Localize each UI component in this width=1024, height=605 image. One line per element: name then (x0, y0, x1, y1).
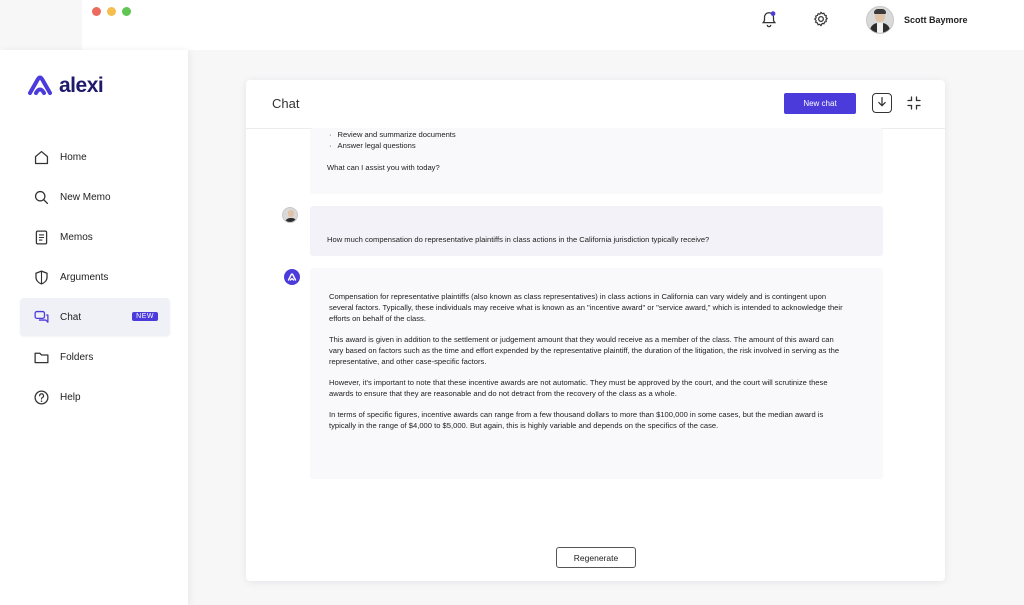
alexi-logo[interactable] (27, 74, 103, 98)
chat-icon (33, 309, 50, 326)
user-avatar (866, 6, 894, 34)
alexi-logo-icon (27, 75, 57, 97)
minimize-window-button[interactable] (107, 7, 116, 16)
logo-text: alexi (59, 74, 104, 97)
new-badge: NEW (132, 312, 158, 321)
search-icon (33, 189, 50, 206)
intro-question: What can I assist you with today? (327, 163, 440, 172)
bot-message-answer (310, 268, 883, 479)
sidebar-item-label: Home (60, 151, 87, 163)
new-chat-button[interactable]: New chat (784, 93, 856, 114)
shield-icon (33, 269, 50, 286)
window-controls (92, 7, 131, 16)
sidebar-item-label: Arguments (60, 271, 109, 283)
user-message (310, 206, 883, 256)
close-window-button[interactable] (92, 7, 101, 16)
sidebar-item-label: Help (60, 391, 81, 403)
sidebar-item-chat[interactable] (20, 298, 170, 336)
sidebar-item-new-memo[interactable] (20, 178, 170, 216)
sidebar-item-label: Memos (60, 231, 93, 243)
answer-paragraph: This award is given in addition to the settlement or judgement amount that they would receive as a member of the class. The amount of this award can vary based on factors such as the time and effort expended by the representative plaintiff, the duration of the litigation, the risk involved in serving as the representative, and other case-specific factors. (329, 335, 840, 366)
bot-message-intro (310, 128, 883, 194)
capability-list (327, 128, 883, 151)
settings-gear-icon[interactable] (812, 10, 830, 28)
sidebar-item-folders[interactable] (20, 338, 170, 376)
sidebar-item-label: New Memo (60, 191, 111, 203)
user-menu[interactable] (866, 6, 968, 34)
collapse-icon[interactable] (906, 95, 922, 111)
folder-icon (33, 349, 50, 366)
sidebar-item-memos[interactable] (20, 218, 170, 256)
answer-paragraph: In terms of specific figures, incentive awards can range from a few thousand dollars to more than $100,000 in some cases, but the median award is typically in the range of $4,000 to $5,000. But again, this is highly variable and depends on the specifics of the case. (329, 410, 824, 430)
answer-paragraph: Compensation for representative plaintiffs (also known as class representatives) in class actions in California can vary widely and is contingent upon several factors. Typically, these individuals may receive what is known as an "incentive award" or "service award," which is intended to acknowledge their efforts on behalf of the class. (329, 292, 843, 323)
help-icon (33, 389, 50, 406)
user-message-avatar (282, 207, 298, 223)
sidebar-nav (20, 138, 170, 418)
notification-bell-icon[interactable] (760, 10, 778, 28)
regenerate-button[interactable]: Regenerate (556, 547, 636, 568)
user-name: Scott Baymore (904, 15, 968, 25)
chat-panel (246, 80, 945, 581)
sidebar-item-help[interactable] (20, 378, 170, 416)
sidebar-item-label: Chat (60, 311, 82, 323)
home-icon (33, 149, 50, 166)
sidebar-item-home[interactable] (20, 138, 170, 176)
maximize-window-button[interactable] (122, 7, 131, 16)
download-icon[interactable] (872, 93, 892, 113)
answer-paragraph: However, it's important to note that these incentive awards are not automatic. They must be approved by the court, and the court will scrutinize these awards to ensure that they are reasonable and do not detract from the recovery of the class as a whole. (329, 378, 828, 398)
bot-avatar-icon (284, 269, 300, 285)
sidebar-item-arguments[interactable] (20, 258, 170, 296)
user-message-text: How much compensation do representative plaintiffs in class actions in the California jurisdiction typically receive? (327, 235, 710, 244)
chat-header (246, 80, 945, 129)
document-icon (33, 229, 50, 246)
page-title: Chat (272, 96, 300, 111)
sidebar (0, 50, 188, 605)
list-item: · Review and summarize documents (339, 129, 883, 140)
sidebar-item-label: Folders (60, 351, 94, 363)
list-item: · Answer legal questions (339, 140, 883, 151)
